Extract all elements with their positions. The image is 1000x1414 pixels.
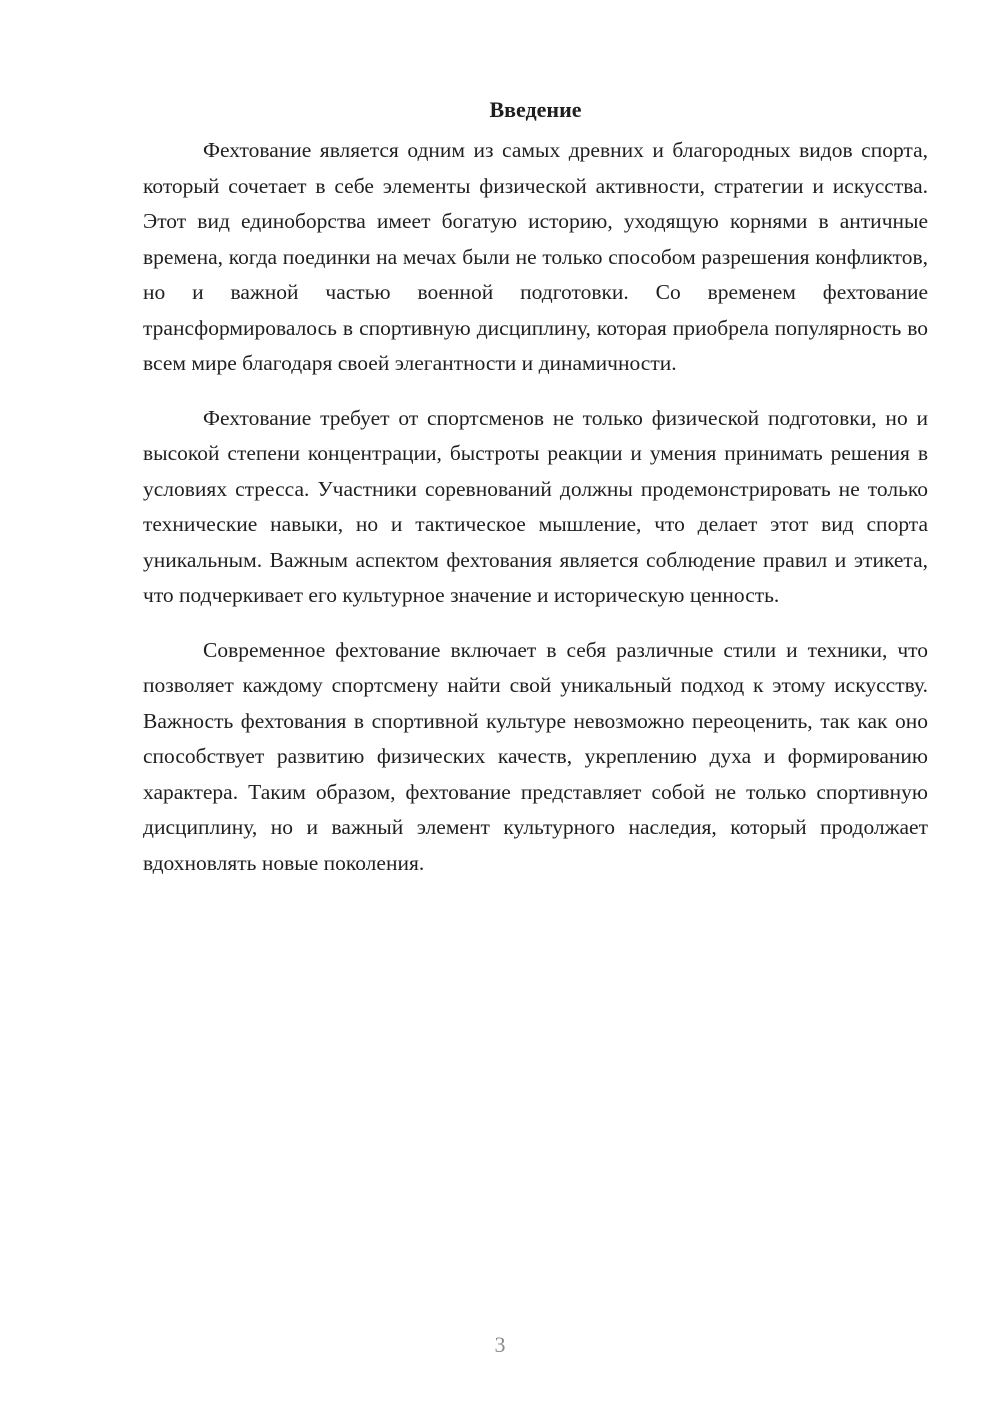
- paragraph-1: Фехтование является одним из самых древних и благородных видов спорта, который сочетает в себе элементы физической активности, стратегии и искусства. Этот вид единоборства имеет богатую историю, уходящую корнями в античные времена, когда поединки на мечах были не только способом разрешения конфликтов, но и важной частью военной подготовки. Со временем фехтование трансформировалось в спортивную дисциплину, которая приобрела популярность во всем мире благодаря своей элегантности и динамичности.: [143, 138, 928, 375]
- paragraph-2: Фехтование требует от спортсменов не только физической подготовки, но и высокой степени концентрации, быстроты реакции и умения принимать решения в условиях стресса. Участники соревнований должны продемонстрировать не только технические навыки, но и тактическое мышление, что делает этот вид спорта уникальным. Важным аспектом фехтования является соблюдение правил и этикета, что подчеркивает его культурное значение и историческую ценность.: [143, 405, 928, 607]
- page-number: 3: [494, 1332, 506, 1357]
- paragraph-3: Современное фехтование включает в себя различные стили и техники, что позволяет каждому спортсмену найти свой уникальный подход к этому искусству. Важность фехтования в спортивной культуре невозможно переоценить, так как оно способствует развитию физических качеств, укреплению духа и формированию характера. Таким образом, фехтование представляет собой не только спортивную дисциплину, но и важный элемент культурного наследия, который продолжает вдохновлять новые поколения.: [143, 637, 928, 875]
- document-content: [143, 92, 928, 900]
- document-title: Введение: [489, 97, 582, 122]
